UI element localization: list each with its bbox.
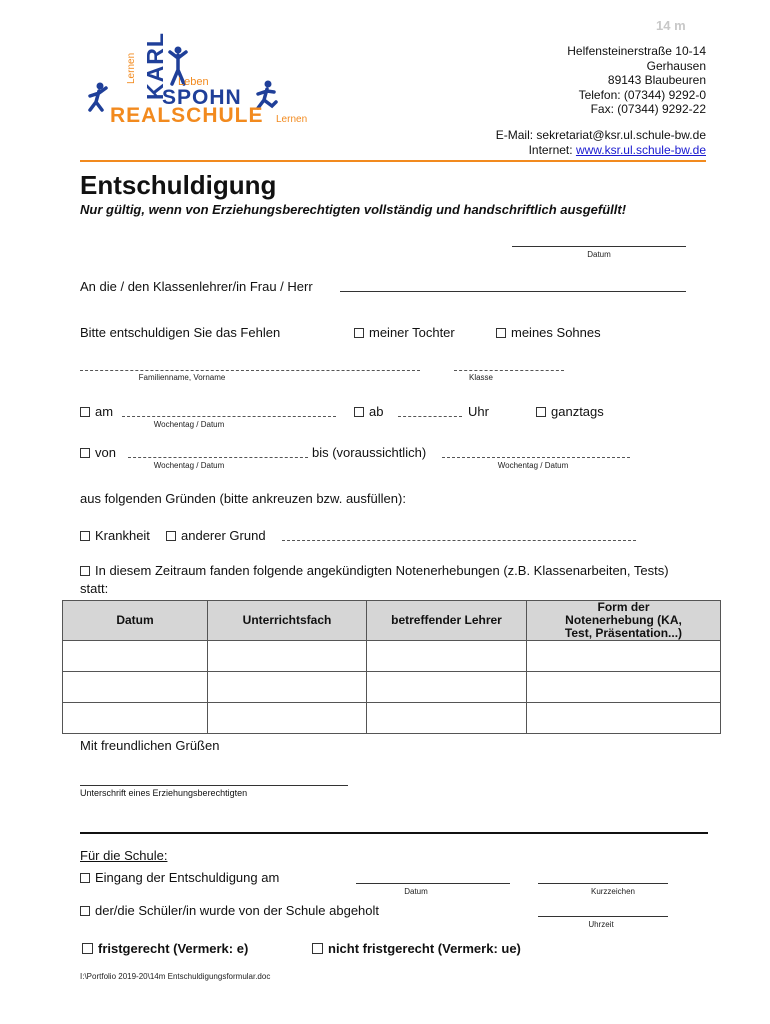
checkbox-icon[interactable]: [80, 566, 90, 576]
table-cell[interactable]: [367, 641, 527, 672]
abgeholt-label: der/die Schüler/in wurde von der Schule abgeholt: [95, 903, 380, 918]
logo-lernen-top: Lernen: [126, 52, 137, 84]
option-anderer-grund[interactable]: [166, 528, 266, 543]
option-son-label: meines Sohnes: [511, 325, 601, 340]
signature-line[interactable]: [80, 785, 348, 786]
option-von[interactable]: [80, 445, 116, 460]
uhrzeit-line[interactable]: [538, 916, 668, 917]
address-line: Helfensteinerstraße 10-14: [567, 44, 706, 58]
ab-label: ab: [369, 404, 384, 419]
ab-time-line[interactable]: [398, 416, 462, 417]
nicht-fristgerecht-label: nicht fristgerecht (Vermerk: ue): [328, 941, 521, 956]
logo-karl: KARL: [142, 32, 168, 100]
reasons-label: aus folgenden Gründen (bitte ankreuzen bzw. ausfüllen):: [80, 491, 406, 506]
checkbox-icon[interactable]: [166, 531, 176, 541]
table-cell[interactable]: [527, 672, 721, 703]
excuse-label: Bitte entschuldigen Sie das Fehlen: [80, 325, 281, 340]
address-line: Fax: (07344) 9292-22: [590, 102, 706, 116]
grades-table: [62, 600, 721, 734]
anderer-grund-label: anderer Grund: [181, 528, 266, 543]
checkbox-icon[interactable]: [312, 943, 323, 954]
option-krankheit[interactable]: [80, 528, 150, 543]
eingang-date-line[interactable]: [356, 883, 510, 884]
table-row: [63, 641, 721, 672]
option-ab[interactable]: [354, 404, 383, 419]
table-row: [63, 703, 721, 734]
option-son[interactable]: [496, 325, 601, 340]
name-line[interactable]: [80, 370, 420, 371]
logo-spohn: SPOHN: [162, 86, 242, 109]
page-subtitle: Nur gültig, wenn von Erziehungsberechtigten vollständig und handschriftlich ausgefüllt!: [80, 202, 627, 217]
option-eingang[interactable]: [80, 870, 279, 885]
grades-label: In diesem Zeitraum fanden folgende angekündigten Notenerhebungen (z.B. Klassenarbeiten, Tests) statt:: [80, 563, 669, 596]
internet-label: Internet:: [528, 142, 576, 157]
table-cell[interactable]: [367, 703, 527, 734]
address-line: Telefon: (07344) 9292-0: [578, 87, 706, 102]
class-line[interactable]: [454, 370, 564, 371]
option-am[interactable]: [80, 404, 113, 419]
school-section-heading: Für die Schule:: [80, 848, 168, 863]
checkbox-icon[interactable]: [80, 906, 90, 916]
bis-caption: Wochentag / Datum: [497, 461, 569, 470]
signature-caption: Unterschrift eines Erziehungsberechtigten: [80, 788, 248, 798]
von-date-line[interactable]: [128, 457, 308, 458]
school-section-divider: [80, 832, 708, 834]
uhrzeit-caption: Uhrzeit: [588, 920, 614, 929]
eingang-label: Eingang der Entschuldigung am: [95, 870, 280, 885]
table-header: Unterrichtsfach: [208, 601, 367, 641]
option-daughter-label: meiner Tochter: [369, 325, 455, 340]
checkbox-icon[interactable]: [354, 328, 364, 338]
date-caption: Datum: [587, 250, 611, 259]
table-cell[interactable]: [63, 672, 208, 703]
bis-label: bis (voraussichtlich): [312, 445, 427, 460]
school-internet: [496, 143, 706, 158]
am-caption: Wochentag / Datum: [153, 420, 225, 429]
class-caption: Klasse: [468, 373, 493, 382]
date-line[interactable]: [512, 246, 686, 247]
table-cell[interactable]: [63, 641, 208, 672]
option-fristgerecht[interactable]: [82, 941, 248, 956]
page-mark: 14 m: [656, 18, 686, 33]
table-cell[interactable]: [208, 641, 367, 672]
am-label: am: [95, 404, 114, 419]
uhr-label: Uhr: [468, 404, 489, 419]
option-ganztags[interactable]: [536, 404, 604, 419]
am-date-line[interactable]: [122, 416, 336, 417]
table-cell[interactable]: [208, 672, 367, 703]
option-abgeholt[interactable]: [80, 903, 379, 918]
table-cell[interactable]: [527, 703, 721, 734]
closing-text: Mit freundlichen Grüßen: [80, 738, 220, 753]
header-divider: [80, 160, 706, 162]
kurzzeichen-line[interactable]: [538, 883, 668, 884]
school-website-link[interactable]: www.ksr.ul.schule-bw.de: [575, 142, 706, 157]
von-caption: Wochentag / Datum: [153, 461, 225, 470]
school-logo: [86, 32, 326, 128]
checkbox-icon[interactable]: [354, 407, 364, 417]
option-daughter[interactable]: [354, 325, 455, 340]
table-cell[interactable]: [63, 703, 208, 734]
table-header: betreffender Lehrer: [367, 601, 527, 641]
logo-lernen-bottom: Lernen: [276, 114, 308, 125]
table-cell[interactable]: [367, 672, 527, 703]
table-header-row: [63, 601, 721, 641]
table-cell[interactable]: [208, 703, 367, 734]
eingang-date-caption: Datum: [404, 887, 428, 896]
checkbox-icon[interactable]: [80, 407, 90, 417]
bis-date-line[interactable]: [442, 457, 630, 458]
checkbox-icon[interactable]: [80, 873, 90, 883]
table-header: Datum: [63, 601, 208, 641]
option-nicht-fristgerecht[interactable]: [312, 941, 521, 956]
school-address: [567, 44, 706, 117]
logo-realschule: REALSCHULE: [110, 104, 264, 127]
address-line: 89143 Blaubeuren: [607, 73, 706, 87]
logo-leben: Leben: [178, 76, 209, 88]
fristgerecht-label: fristgerecht (Vermerk: e): [98, 941, 249, 956]
kurzzeichen-caption: Kurzzeichen: [590, 887, 636, 896]
page-title: Entschuldigung: [80, 170, 277, 200]
checkbox-icon[interactable]: [80, 531, 90, 541]
name-caption: Familienname, Vorname: [138, 373, 226, 382]
checkbox-icon[interactable]: [536, 407, 546, 417]
checkbox-icon[interactable]: [80, 448, 90, 458]
teacher-name-line[interactable]: [340, 291, 686, 292]
school-contact: [496, 128, 706, 157]
table-row: [63, 672, 721, 703]
table-header: Form der Notenerhebung (KA, Test, Präsentation...): [527, 601, 721, 641]
option-grades[interactable]: [80, 562, 700, 598]
table-cell[interactable]: [527, 641, 721, 672]
checkbox-icon[interactable]: [82, 943, 93, 954]
address-line: Gerhausen: [646, 58, 706, 73]
von-label: von: [95, 445, 116, 460]
checkbox-icon[interactable]: [496, 328, 506, 338]
addressee-label: An die / den Klassenlehrer/in Frau / Herr: [80, 279, 313, 294]
footer-path: I:\Portfolio 2019-20\14m Entschuldigungsformular.doc: [80, 972, 271, 981]
ganztags-label: ganztags: [551, 404, 604, 419]
krankheit-label: Krankheit: [95, 528, 150, 543]
school-email: E-Mail: sekretariat@ksr.ul.schule-bw.de: [495, 128, 706, 142]
other-reason-line[interactable]: [282, 540, 636, 541]
